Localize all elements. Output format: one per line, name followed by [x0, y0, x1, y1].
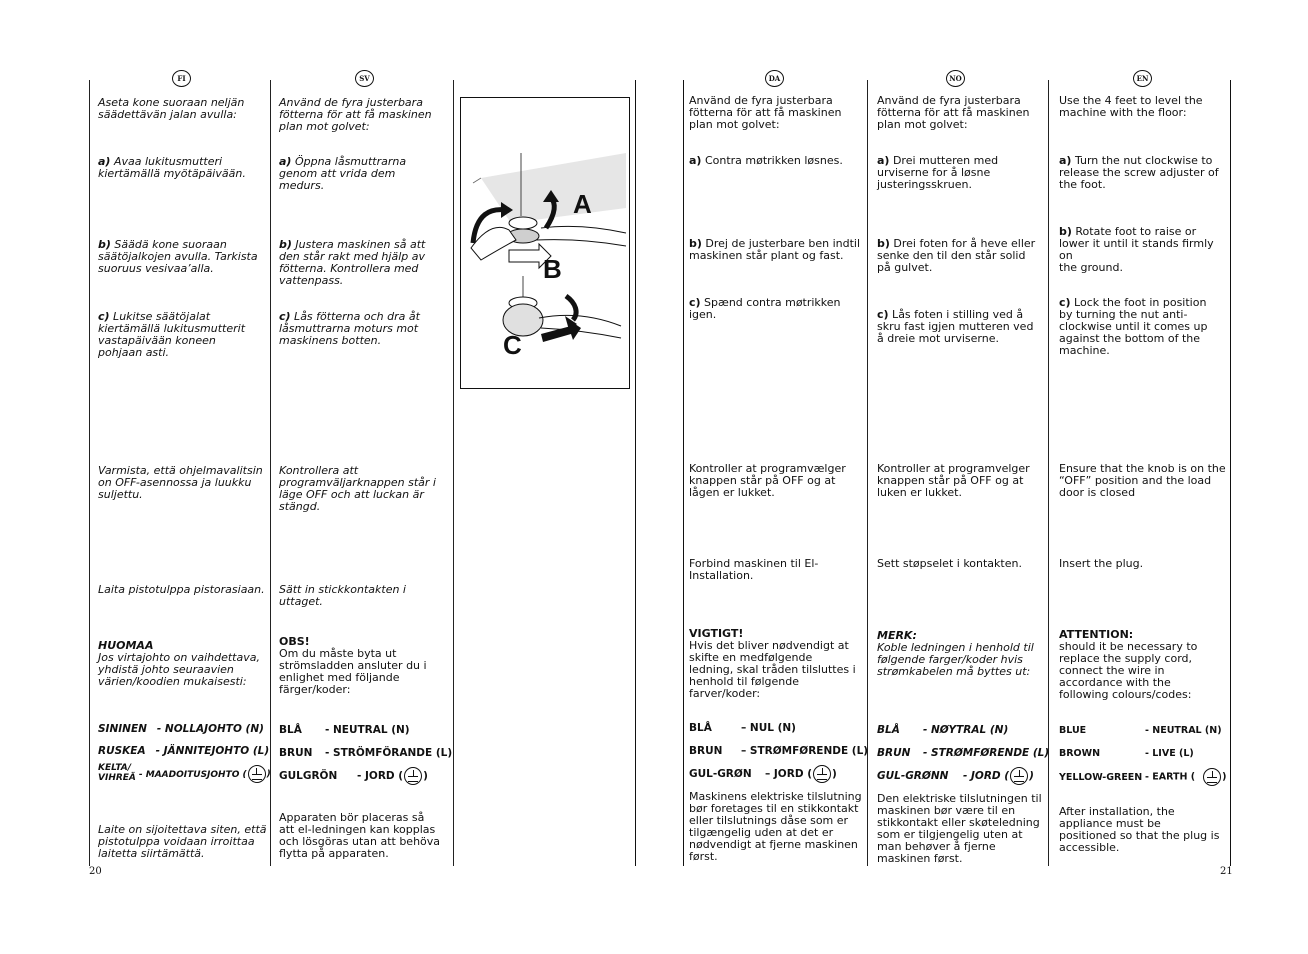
- en-knob-check: Ensure that the knob is on the “OFF” position and the load door is closed: [1059, 462, 1226, 499]
- da-cable-color: GUL-GRØN: [689, 768, 752, 780]
- page-number-left: 20: [89, 866, 102, 877]
- en-cable-color: BLUE: [1059, 725, 1087, 736]
- no-cable-row: GUL-GRØNN - JORD ( ): [877, 767, 1034, 785]
- fi-cable-row: [98, 723, 264, 735]
- earth-symbol-icon: [813, 765, 831, 783]
- sv-cable-code: - JORD (: [357, 770, 404, 782]
- sv-plug: Sätt in stickkontakten i uttaget.: [279, 583, 406, 608]
- da-step-c-text: Spænd contra møtrikken igen.: [689, 296, 841, 321]
- no-step-b-text: Drei foten for å heve eller senke den til den står solid på gulvet.: [877, 237, 1036, 274]
- da-step-a: [689, 155, 863, 167]
- da-cable-row: GUL-GRØN – JORD ( ): [689, 765, 837, 783]
- fi-cable-color: RUSKEA: [98, 745, 146, 757]
- no-final-note: Den elektriske tilslutningen til maskinen bør være til en stikkontakt eller skøteledning som er tilgjengelig uten at man behøver å fjerne maskinen først.: [877, 792, 1042, 865]
- da-cable-color: BRUN: [689, 745, 723, 757]
- no-cable-code: - JORD (: [963, 770, 1010, 782]
- fi-step-a: [98, 156, 268, 180]
- no-warning-text: Koble ledningen i henhold til følgende farger/koder hvis strømkabelen må byttes ut:: [877, 641, 1034, 678]
- da-cable-code: – NUL (N): [741, 722, 796, 734]
- no-knob-check: Kontroller at programvelger knappen står på OFF og at luken er lukket.: [877, 462, 1030, 499]
- sv-step-c-text: Lås fötterna och dra åt låsmuttrarna moturs mot maskinens botten.: [279, 310, 420, 347]
- no-step-c-label: c): [877, 308, 889, 321]
- earth-symbol-icon: [404, 767, 422, 785]
- no-step-c: [877, 309, 1045, 345]
- en-final-note: After installation, the appliance must be positioned so that the plug is accessible.: [1059, 805, 1220, 854]
- column-divider: [453, 80, 454, 866]
- fi-cable-color: SININEN: [98, 723, 147, 735]
- en-step-a: [1059, 155, 1227, 191]
- no-intro: Använd de fyra justerbara fötterna för att få maskinen plan mot golvet:: [877, 94, 1030, 131]
- column-divider: [89, 80, 90, 866]
- en-warning-text: should it be necessary to replace the supply cord, connect the wire in accordance with the following colours/codes:: [1059, 640, 1198, 701]
- sv-knob-check: Kontrollera att programväljarknappen står i läge OFF och att luckan är stängd.: [279, 464, 436, 513]
- sv-intro: Använd de fyra justerbara fötterna för att få maskinen plan mot golvet:: [279, 96, 432, 133]
- column-divider: [270, 80, 271, 866]
- da-warning-title: VIGTIGT!: [689, 627, 744, 640]
- no-step-c-text: Lås foten i stilling ved å skru fast igjen mutteren ved å dreie mot urviserne.: [877, 308, 1034, 345]
- fi-step-c-label: c): [98, 310, 110, 323]
- no-step-b: [877, 238, 1045, 274]
- no-step-b-label: b): [877, 237, 890, 250]
- fi-cable-code: - JÄNNITEJOHTO (L): [155, 745, 270, 757]
- earth-symbol-icon: [1010, 767, 1028, 785]
- sv-cable-color: BLÅ: [279, 724, 302, 736]
- da-intro: Använd de fyra justerbara fötterna för att få maskinen plan mot golvet:: [689, 94, 842, 131]
- figure-label-a: A: [573, 189, 592, 219]
- sv-step-a: [279, 156, 449, 192]
- figure-label-b: B: [543, 254, 562, 284]
- no-warning-title: MERK:: [877, 629, 917, 642]
- en-step-c: [1059, 297, 1227, 357]
- sv-step-b-text: Justera maskinen så att den står rakt med hjälp av fötterna. Kontrollera med vattenpass.: [279, 238, 426, 287]
- da-warning-text: Hvis det bliver nødvendigt at skifte en medfølgende ledning, skal tråden tilsluttes i henhold til følgende farver/koder:: [689, 639, 856, 700]
- sv-step-a-text: Öppna låsmuttrarna genom att vrida dem medurs.: [279, 155, 407, 192]
- earth-symbol-icon: [1203, 768, 1221, 786]
- fi-step-c: [98, 311, 268, 359]
- sv-cable-color: GULGRÖN: [279, 770, 338, 782]
- en-plug: Insert the plug.: [1059, 557, 1144, 570]
- sv-cable-code: - STRÖMFÖRANDE (L): [325, 747, 453, 759]
- sv-cable-row: [279, 747, 452, 759]
- sv-step-b-label: b): [279, 238, 292, 251]
- fi-step-c-text: Lukitse säätöjalat kiertämällä lukitusmutterit vastapäivään koneen pohjaan asti.: [98, 310, 246, 359]
- fi-step-a-label: a): [98, 155, 111, 168]
- figure-label-c: C: [503, 330, 522, 360]
- en-step-a-label: a): [1059, 154, 1072, 167]
- no-cable-color: BLÅ: [877, 724, 900, 736]
- en-step-b: [1059, 226, 1227, 274]
- no-cable-code: - STRØMFØRENDE (L): [923, 747, 1050, 759]
- sv-step-a-label: a): [279, 155, 292, 168]
- en-step-c-label: c): [1059, 296, 1071, 309]
- no-plug: Sett støpselet i kontakten.: [877, 557, 1022, 570]
- fi-cable-row: KELTA/ VIHREÄ - MAADOITUSJOHTO ( ): [98, 763, 271, 783]
- en-step-c-text: Lock the foot in position by turning the nut anti- clockwise until it comes up against the bottom of the machine.: [1059, 296, 1208, 357]
- da-cable-color: BLÅ: [689, 722, 712, 734]
- en-cable-row: [1059, 748, 1194, 759]
- fi-intro: Aseta kone suoraan neljän säädettävän jalan avulla:: [98, 96, 245, 121]
- fi-step-b: [98, 239, 268, 275]
- en-cable-row: YELLOW-GREEN - EARTH ( ): [1059, 768, 1226, 786]
- flag-fi: FI: [172, 70, 191, 87]
- fi-cable-code: - NOLLAJOHTO (N): [156, 723, 264, 735]
- da-cable-code: – JORD (: [765, 768, 812, 780]
- da-step-b-label: b): [689, 237, 702, 250]
- sv-cable-code: - NEUTRAL (N): [325, 724, 410, 736]
- da-step-b: [689, 238, 863, 262]
- en-warning-title: ATTENTION:: [1059, 628, 1134, 641]
- sv-cable-color: BRUN: [279, 747, 313, 759]
- fi-warning-title: HUOMAA: [98, 639, 154, 652]
- sv-step-c: [279, 311, 449, 347]
- page-gutter-left: [635, 80, 636, 866]
- fi-warning-text: Jos virtajohto on vaihdettava, yhdistä johto seuraavien värien/koodien mukaisesti:: [98, 651, 260, 688]
- no-cable-code: - NØYTRAL (N): [923, 724, 1009, 736]
- da-final-note: Maskinens elektriske tilslutning bør foretages til en stikkontakt eller tilslutnings dåse som er tilgængelig uden at det er nødvendigt at fjerne maskinen først.: [689, 790, 862, 863]
- column-divider: [1230, 80, 1231, 866]
- sv-warning-text: Om du måste byta ut strömsladden ansluter du i enlighet med följande färger/koder:: [279, 647, 427, 696]
- da-cable-row: [689, 722, 796, 734]
- en-cable-code: - EARTH (: [1145, 771, 1196, 783]
- en-cable-color: BROWN: [1059, 748, 1101, 759]
- en-step-a-text: Turn the nut clockwise to release the screw adjuster of the foot.: [1059, 154, 1219, 191]
- no-cable-row: [877, 724, 1008, 736]
- da-step-a-label: a): [689, 154, 702, 167]
- fi-final-note: Laite on sijoitettava siten, että pistotulppa voidaan irroittaa laitetta siirtämättä.: [98, 823, 267, 860]
- no-cable-color: GUL-GRØNN: [877, 770, 949, 782]
- fi-plug: Laita pistotulppa pistorasiaan.: [98, 583, 265, 596]
- en-cable-row: [1059, 725, 1222, 736]
- sv-step-b: [279, 239, 449, 287]
- flag-da: DA: [765, 70, 784, 87]
- fi-cable-row: [98, 745, 269, 757]
- fi-cable-color: KELTA/ VIHREÄ: [98, 763, 136, 783]
- foot-adjustment-figure: [460, 97, 630, 389]
- en-step-b-text: Rotate foot to raise or lower it until it stands firmly on the ground.: [1059, 225, 1214, 274]
- en-cable-code: - LIVE (L): [1145, 748, 1194, 759]
- no-step-a-text: Drei mutteren med urviserne for å løsne justeringsskruen.: [877, 154, 999, 191]
- en-step-b-label: b): [1059, 225, 1072, 238]
- page-gutter-right: [683, 80, 684, 866]
- sv-final-note: Apparaten bör placeras så att el-ledningen kan kopplas och lösgöras utan att behöva flytta på apparaten.: [279, 811, 441, 860]
- flag-no: NO: [946, 70, 965, 87]
- fi-step-b-label: b): [98, 238, 111, 251]
- en-cable-code: - NEUTRAL (N): [1145, 725, 1222, 736]
- fi-knob-check: Varmista, että ohjelmavalitsin on OFF-asennossa ja luukku suljettu.: [98, 464, 263, 501]
- flag-sv: SV: [355, 70, 374, 87]
- da-step-c: [689, 297, 863, 321]
- page-number-right: 21: [1220, 866, 1233, 877]
- sv-cable-row: [279, 724, 410, 736]
- da-step-c-label: c): [689, 296, 701, 309]
- en-intro: Use the 4 feet to level the machine with the floor:: [1059, 94, 1203, 119]
- sv-warning-title: OBS!: [279, 635, 310, 648]
- fi-step-b-text: Säädä kone suoraan säätöjalkojen avulla. Tarkista suoruus vesivaa’alla.: [98, 238, 258, 275]
- foot-adjustment-illustration: [461, 98, 629, 388]
- fi-step-a-text: Avaa lukitusmutteri kiertämällä myötäpäivään.: [98, 155, 246, 180]
- da-step-a-text: Contra møtrikken løsnes.: [701, 154, 843, 167]
- en-cable-color: YELLOW-GREEN: [1059, 771, 1143, 783]
- da-plug: Forbind maskinen til El- Installation.: [689, 557, 819, 582]
- fi-cable-code: - MAADOITUSJOHTO (: [138, 769, 247, 780]
- no-cable-row: [877, 747, 1049, 759]
- da-step-b-text: Drej de justerbare ben indtil maskinen står plant og fast.: [689, 237, 861, 262]
- sv-step-c-label: c): [279, 310, 291, 323]
- da-cable-row: [689, 745, 868, 757]
- flag-en: EN: [1133, 70, 1152, 87]
- no-cable-color: BRUN: [877, 747, 911, 759]
- earth-symbol-icon: [248, 765, 266, 783]
- sv-cable-row: GULGRÖN - JORD ( ): [279, 767, 428, 785]
- no-step-a: [877, 155, 1045, 191]
- da-cable-code: – STRØMFØRENDE (L): [741, 745, 869, 757]
- da-knob-check: Kontroller at programvælger knappen står på OFF og at lågen er lukket.: [689, 462, 846, 499]
- no-step-a-label: a): [877, 154, 890, 167]
